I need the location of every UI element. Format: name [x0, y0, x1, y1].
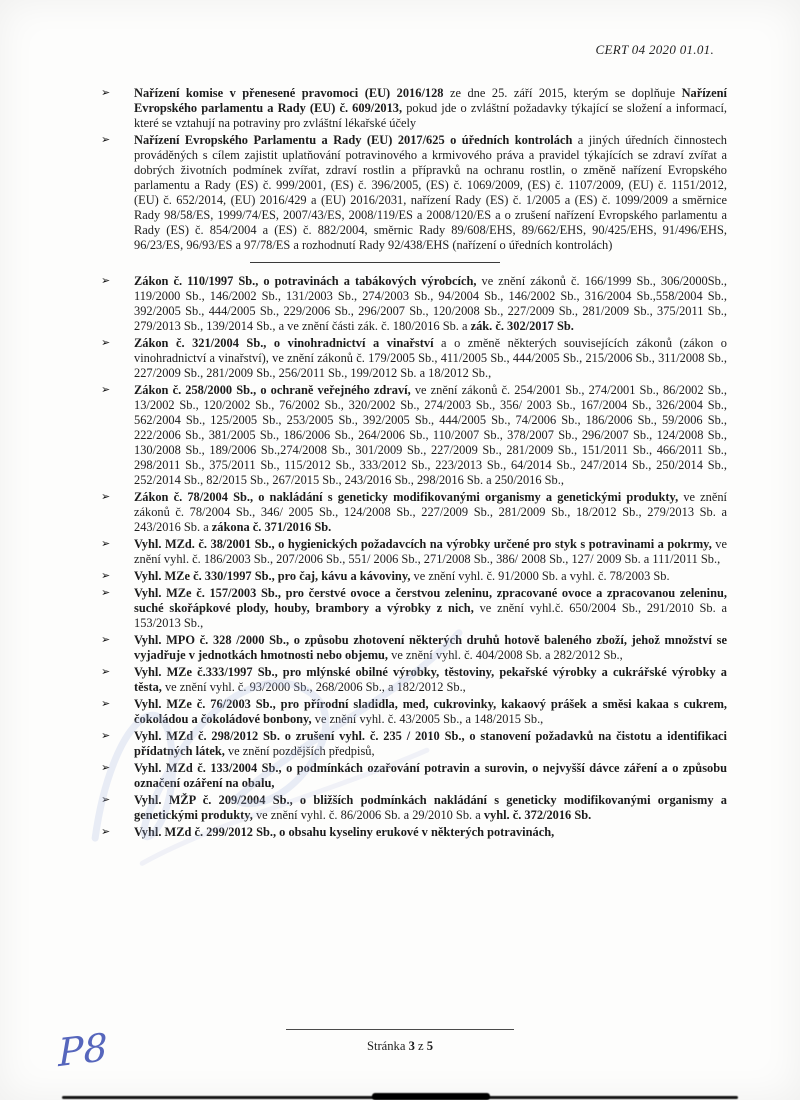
list-item — [100, 729, 727, 759]
list-item — [100, 537, 727, 567]
regulation-text-segment: a o změně některých souvisejících zákonů (zákon o vinohradnictví a vinařství), ve znění zákonů č. 179/2005 Sb., 411/2005 Sb., 444/2005 Sb., 215/2006 Sb., 311/2008 Sb., 227/2009 Sb., 281/2009 Sb., 256/2011 Sb., 199/2012 Sb. a 18/2012 Sb., — [134, 336, 727, 380]
list-item — [100, 793, 727, 823]
regulation-title-segment: Zákon č. 258/2000 Sb., o ochraně veřejného zdraví, — [134, 383, 415, 397]
list-item — [100, 569, 727, 584]
arrow-bullet-icon: ➢ — [101, 337, 111, 349]
handwritten-mark — [57, 1024, 130, 1090]
arrow-bullet-icon: ➢ — [101, 384, 111, 396]
footer-total-pages: 5 — [426, 1039, 434, 1053]
scan-artifact-blob — [372, 1093, 490, 1100]
regulation-text-segment: ve znění vyhl. č. 86/2006 Sb. a 29/2010 Sb. a — [255, 808, 484, 822]
regulation-text-segment: ve znění vyhl.č. 650/2004 Sb., 291/2010 Sb. a 153/2013 Sb., — [134, 601, 727, 630]
regulation-text-segment: ve znění zákonů č. 166/1999 Sb., 306/2000Sb., 119/2000 Sb., 146/2002 Sb., 131/2003 Sb., 274/2003 Sb., 94/2004 Sb., 146/2002 Sb., 316/2004 Sb.,558/2004 Sb., 392/2005 Sb., 444/2005 Sb., 229/2006 Sb., 296/2007 Sb., 120/2008 Sb., 227/2009 Sb., 281/2009 Sb., 375/2011 Sb., 279/2013 Sb., 139/2014 Sb., a ve znění části zák. č. 180/2016 Sb. a — [134, 274, 727, 333]
footer-page-number: 3 — [408, 1039, 415, 1053]
regulation-title-segment: Vyhl. MZd č. 298/2012 Sb. o zrušení vyhl. č. 235 / 2010 Sb., o stanovení požadavků na čistotu a identifikaci přídatných látek, — [134, 729, 727, 758]
arrow-bullet-icon: ➢ — [101, 275, 111, 287]
handwritten-mark-text: P8 — [57, 1024, 108, 1076]
footer-prefix: Stránka — [366, 1039, 409, 1053]
regulation-text-segment: ve znění vyhl. č. 186/2003 Sb., 207/2006 Sb., 551/ 2006 Sb., 271/2008 Sb., 386/ 2008 Sb., 127/ 2009 Sb. a 111/2011 Sb., — [134, 537, 727, 566]
arrow-bullet-icon: ➢ — [101, 730, 111, 742]
list-item — [100, 490, 727, 535]
regulation-text-segment: ze dne 25. září 2015, kterým se doplňuje — [449, 86, 682, 100]
regulation-title-segment: Vyhl. MZd. č. 38/2001 Sb., o hygienických požadavcích na výrobky určené pro styk s potravinami a pokrmy, — [134, 537, 716, 551]
section-divider — [100, 255, 727, 274]
regulation-text-segment: ve znění pozdějších předpisů, — [227, 744, 375, 758]
arrow-bullet-icon: ➢ — [101, 134, 111, 146]
regulation-title-segment: Zákon č. 110/1997 Sb., o potravinách a tabákových výrobcích, — [134, 274, 482, 288]
list-item — [100, 665, 727, 695]
regulation-text-segment: ve znění zákonů č. 78/2004 Sb., 346/ 2005 Sb., 124/2008 Sb., 227/2009 Sb., 281/2009 Sb., 18/2012 Sb., 279/2013 Sb. a 243/2016 Sb. a — [134, 490, 728, 534]
list-item — [100, 336, 727, 381]
arrow-bullet-icon: ➢ — [101, 491, 111, 503]
regulation-title-segment: Vyhl. MZe č. 76/2003 Sb., pro přírodní sladidla, med, cukrovinky, kakaový prášek a směsi kakaa s cukrem, čokoládou a čokoládové bonbony, — [134, 697, 727, 726]
list-item — [100, 383, 727, 488]
regulation-list — [100, 86, 727, 840]
arrow-bullet-icon: ➢ — [101, 634, 111, 646]
regulation-title-segment: Zákon č. 321/2004 Sb., o vinohradnictví a vinařství — [134, 336, 442, 350]
arrow-bullet-icon: ➢ — [101, 87, 111, 99]
regulation-text-segment: ve znění vyhl. č. 43/2005 Sb., a 148/2015 Sb., — [314, 712, 544, 726]
regulation-title-segment: Vyhl. MZe č. 330/1997 Sb., pro čaj, kávu a kávoviny, — [134, 569, 414, 583]
arrow-bullet-icon: ➢ — [101, 826, 111, 838]
footer-of-word: z — [414, 1039, 427, 1053]
arrow-bullet-icon: ➢ — [101, 666, 111, 678]
list-item — [100, 761, 727, 791]
arrow-bullet-icon: ➢ — [101, 794, 111, 806]
regulation-text-segment: a jiných úředních činnostech prováděných s cílem zajistit uplatňování potravinového a krmivového práva a pravidel týkajících se zdraví zvířat a dobrých životních podmínek zvířat, zdraví rostlin a přípravků na ochranu rostlin, o změně nařízení Evropského parlamentu a Rady (ES) č. 999/2001, (ES) č. 396/2005, (ES) č. 1069/2009, (ES) č. 1107/2009, (EU) č. 1151/2012, (EU) č. 652/2014, (EU) 2016/429 a (EU) 2016/2031, nařízení Rady (ES) č. 1/2005 a (ES) č. 1099/2009 a směrnice Rady 98/58/ES, 1999/74/ES, 2007/43/ES, 2008/119/ES a 2008/120/ES a o zrušení nařízení Evropského parlamentu a Rady (ES) č. 854/2004 a (ES) č. 882/2004, směrnic Rady 89/608/EHS, 89/662/EHS, 90/425/EHS, 91/496/EHS, 96/23/ES, 96/93/ES a 97/78/ES a rozhodnutí Rady 92/438/EHS (nařízení o úředních kontrolách) — [134, 133, 727, 252]
arrow-bullet-icon: ➢ — [101, 698, 111, 710]
regulation-title-segment: Vyhl. MPO č. 328 /2000 Sb., o způsobu zhotovení některých druhů hotově baleného zboží, jehož množství se vyjadřuje v jednotkách hmotnosti nebo objemu, — [134, 633, 727, 662]
list-item — [100, 86, 727, 131]
regulation-text-segment: ve znění zákonů č. 254/2001 Sb., 274/2001 Sb., 86/2002 Sb., 13/2002 Sb., 120/2002 Sb., 76/2002 Sb., 320/2002 Sb., 274/2003 Sb., 356/ 2003 Sb., 167/2004 Sb., 326/2004 Sb., 562/2004 Sb., 125/2005 Sb., 253/2005 Sb., 392/2005 Sb., 444/2005 Sb., 74/2006 Sb., 186/2006 Sb., 59/2006 Sb., 222/2006 Sb., 381/2005 Sb., 186/2006 Sb., 264/2006 Sb., 110/2007 Sb., 378/2007 Sb., 296/2007 Sb., 124/2008 Sb., 130/2008 Sb., 189/2006 Sb.,274/2008 Sb., 301/2009 Sb., 227/2009 Sb., 281/2009 Sb., 151/2011 Sb., 466/2011 Sb., 298/2011 Sb., 375/2011 Sb., 115/2012 Sb., 333/2012 Sb., 223/2013 Sb., 64/2014 Sb., 247/2014 Sb., 250/2014 Sb., 252/2014 Sb., 82/2015 Sb., 267/2015 Sb., 243/2016 Sb., 298/2016 Sb. a 250/2016 Sb., — [134, 383, 727, 487]
list-item — [100, 825, 727, 840]
regulation-title-segment: Nařízení Evropského parlamentu a Rady (EU) č. 609/2013, — [134, 86, 727, 115]
regulation-text-segment: ve znění vyhl. č. 93/2000 Sb., 268/2006 Sb., a 182/2012 Sb., — [164, 680, 466, 694]
arrow-bullet-icon: ➢ — [101, 587, 111, 599]
regulation-text-segment: ve znění vyhl. č. 404/2008 Sb. a 282/2012 Sb., — [391, 648, 623, 662]
regulation-title-segment: Vyhl. MŽP č. 209/2004 Sb., o bližších podmínkách nakládání s geneticky modifikovanými organismy a genetickými produkty, — [134, 793, 727, 822]
list-item — [100, 586, 727, 631]
arrow-bullet-icon: ➢ — [101, 538, 111, 550]
document-header-code: CERT 04 2020 01.01. — [595, 42, 714, 57]
regulation-text-segment: pokud jde o zvláštní požadavky týkající se složení a informací, které se vztahují na potraviny pro zvláštní lékařské účely — [134, 101, 727, 130]
arrow-bullet-icon: ➢ — [101, 570, 111, 582]
regulation-title-segment: vyhl. č. 372/2016 Sb. — [483, 808, 592, 822]
regulation-title-segment: Vyhl. MZd č. 133/2004 Sb., o podmínkách ozařování potravin a surovin, o nejvyšší dávce záření a o způsobu označení ozáření na obalu, — [134, 761, 727, 790]
regulation-title-segment: Vyhl. MZd č. 299/2012 Sb., o obsahu kyseliny erukové v některých potravinách, — [134, 825, 555, 839]
arrow-bullet-icon: ➢ — [101, 762, 111, 774]
list-item — [100, 274, 727, 334]
list-item — [100, 133, 727, 253]
regulation-title-segment: Zákon č. 78/2004 Sb., o nakládání s geneticky modifikovanými organismy a genetickými produkty, — [134, 490, 684, 504]
page-footer — [0, 1039, 800, 1054]
document-body — [100, 86, 727, 842]
regulation-title-segment: Nařízení Evropského Parlamentu a Rady (EU) 2017/625 o úředních kontrolách — [134, 133, 578, 147]
list-item — [100, 697, 727, 727]
section-divider-rule — [250, 262, 500, 263]
regulation-title-segment: Nařízení komise v přenesené pravomoci (EU) 2016/128 — [134, 86, 450, 100]
regulation-title-segment: zák. č. 302/2017 Sb. — [470, 319, 574, 333]
regulation-title-segment: Vyhl. MZe č. 157/2003 Sb., pro čerstvé ovoce a čerstvou zeleninu, zpracované ovoce a zpracovanou zeleninu, suché skořápkové plody, houby, brambory a výrobky z nich, — [134, 586, 727, 615]
regulation-title-segment: zákona č. 371/2016 Sb. — [211, 520, 332, 534]
footer-rule — [286, 1029, 514, 1030]
list-item — [100, 633, 727, 663]
regulation-title-segment: Vyhl. MZe č.333/1997 Sb., pro mlýnské obilné výrobky, těstoviny, pekařské výrobky a cukrářské výrobky a těsta, — [134, 665, 727, 694]
regulation-text-segment: ve znění vyhl. č. 91/2000 Sb. a vyhl. č. 78/2003 Sb. — [413, 569, 670, 583]
